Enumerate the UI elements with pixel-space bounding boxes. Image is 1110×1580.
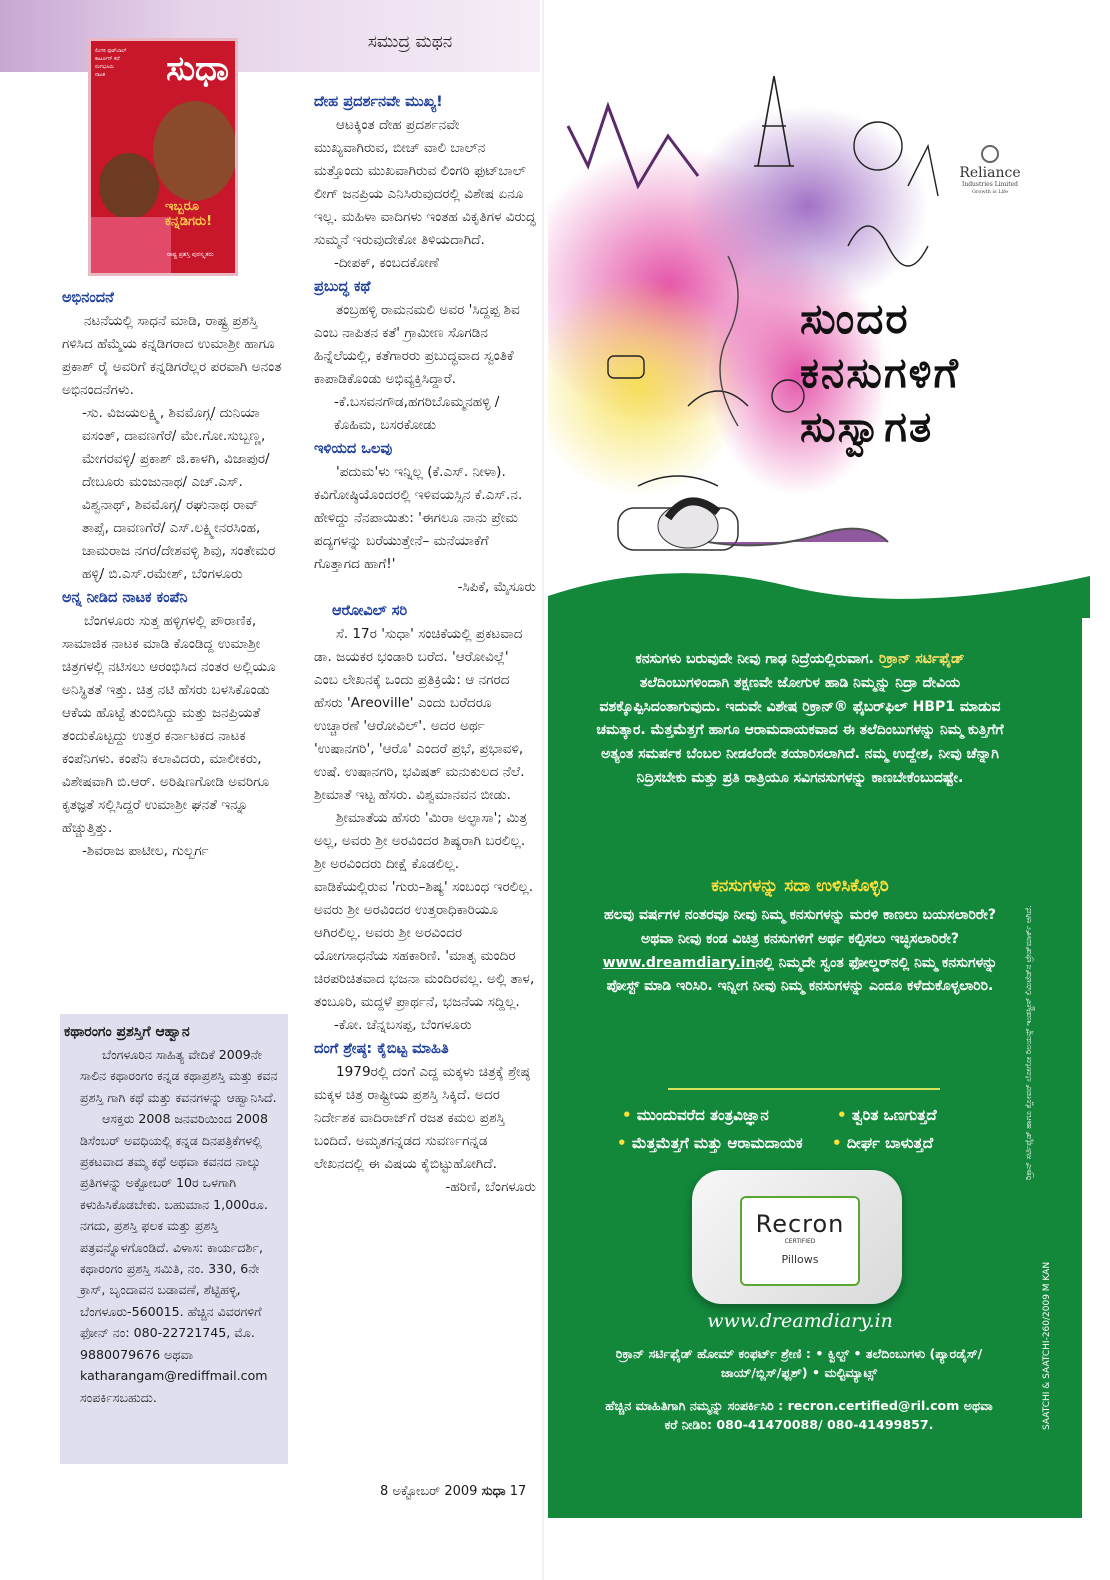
reliance-subtitle: Industries Limited — [961, 181, 1019, 188]
notice-title: ಕಥಾರಂಗಂ ಪ್ರಶಸ್ತಿಗೆ ಆಹ್ವಾನ — [64, 1024, 190, 1040]
feature-item: • ತ್ವರಿತ ಒಣಗುತ್ತದೆ — [837, 1106, 937, 1124]
letter-signature: -ಶಿವರಾಜ ಪಾಟೀಲ, ಗುಲ್ಬರ್ಗ — [82, 843, 209, 859]
reliance-wordmark: Reliance — [959, 165, 1021, 181]
letter-heading: ಅಭಿನಂದನೆ — [62, 290, 114, 306]
letter-body: ಬೆಂಗಳೂರು ಸುತ್ತ ಹಳ್ಳಿಗಳಲ್ಲಿ ಪೌರಾಣಿಕ, ಸಾಮಾಜಿಕ ನಾಟಕ ಮಾಡಿ ಕೊಂಡಿದ್ದ ಉಮಾಶ್ರೀ ಚಿತ್ರಗಳಲ್ಲಿ ನಟಿಸಲು ಆರಂಭಿಸಿದ ನಂತರ ಅಲ್ಲಿಯೂ ಅನಿಸ್ಥಿತತೆ ಇತ್ತು. ಚಿತ್ರ ನಟಿ ಹೆಸರು ಬಳಸಿಕೊಂಡು ಆಕೆಯ ಹೊಟ್ಟೆ ತುಂಬಿಸಿದ್ದು ಮತ್ತು ಜನಪ್ರಿಯತೆ ತಂದುಕೊಟ್ಟದ್ದು ಉತ್ತರ ಕರ್ನಾಟಕದ ನಾಟಕ ಕಂಪೆನಿಗಳು. ಕಂಪೆನಿ ಕಲಾವಿದರು, ಮಾಲೀಕರು, ವಿಶೇಷವಾಗಿ ಬಿ.ಆರ್. ಅರಿಷಿಣಗೋಡಿ ಅವರಿಗೂ ಕೃತಜ್ಞತೆ ಸಲ್ಲಿಸಿದ್ದರೆ ಉಮಾಶ್ರೀ ಘನತೆ ಇನ್ನೂ ಹೆಚ್ಚುತ್ತಿತ್ತು. — [62, 613, 276, 836]
reliance-tagline: Growth is Life — [972, 189, 1008, 195]
cover-shirt — [91, 217, 171, 276]
cover-caption: ಇಬ್ಬರೂ ಕನ್ನಡಿಗರು! — [165, 199, 212, 229]
cover-portrait-man — [99, 153, 159, 219]
ad-brand-mention: ರಿಕ್ರಾನ್ ಸರ್ಟಿಫೈಡ್ — [878, 651, 965, 667]
letter-signature: -ಸಿಪಿಕೆ, ಮೈಸೂರು — [457, 579, 536, 595]
feature-item: • ದೀರ್ಘ ಬಾಳುತ್ತದೆ — [832, 1134, 934, 1152]
recron-certified: CERTIFIED — [784, 1238, 816, 1245]
letters-column-right — [314, 90, 536, 1199]
ad-agency-code: SAATCHI & SAATCHI-260/2009 M KAN — [1042, 1261, 1052, 1430]
recron-product-type: Pillows — [781, 1253, 819, 1266]
recron-wordmark: Recron — [755, 1210, 845, 1238]
letter-body: ಆಟಕ್ಕಿಂತ ದೇಹ ಪ್ರದರ್ಶನವೇ ಮುಖ್ಯವಾಗಿರುವ, ಬೀಚ್ ವಾಲಿ ಬಾಲ್‌ನ ಮತ್ತೊಂದು ಮುಖವಾಗಿರುವ ಲಿಂಗರಿ ಫುಟ್‌ಬಾಲ್ ಲೀಗ್ ಜನಪ್ರಿಯ ಎನಿಸಿರುವುದರಲ್ಲಿ ವಿಶೇಷ ಏನೂ ಇಲ್ಲ. ಮಹಿಳಾ ವಾದಿಗಳು ಇಂತಹ ವಿಕೃತಿಗಳ ವಿರುದ್ಧ ಸುಮ್ಮನೆ ಇರುವುದೇಕೋ ತಿಳಿಯದಾಗಿದೆ. — [314, 117, 536, 248]
ad-product-range: ರಿಕ್ರಾನ್ ಸರ್ಟಿಫೈಡ್ ಹೋಮ್ ಕಂಫರ್ಟ್ ಶ್ರೇಣಿ : • ಕ್ವಿಲ್ಟ್ • ತಲೆದಿಂಬುಗಳು (ಪ್ಯಾರಡೈಸ್/ಜಾಯ್/ಬ್ಲಿಸ್/ಫ್ಲಶ್) • ಮಲ್ಟಿಮ್ಯಾಟ್ಸ್ — [615, 1346, 983, 1380]
folio-magazine: ಸುಧಾ — [481, 1484, 506, 1499]
letter-signature: -ಕೋ. ಚೆನ್ನಬಸಪ್ಪ, ಬೆಂಗಳೂರು — [334, 1017, 472, 1033]
grass-edge — [548, 573, 1090, 618]
letters-column-left — [62, 286, 286, 863]
letter-body: ಸೆ. 17ರ 'ಸುಧಾ' ಸಂಚಿಕೆಯಲ್ಲಿ ಪ್ರಕಟವಾದ ಡಾ. ಜಯಕರ ಭಂಡಾರಿ ಬರೆದ. 'ಆರೋವಿಲ್ಲೆ' ಎಂಬ ಲೇಖನಕ್ಕೆ ಒಂದು ಪ್ರತಿಕ್ರಿಯೆ: ಆ ನಗರದ ಹೆಸರು 'Areoville' ಎಂದು ಬರೆದರೂ ಉಚ್ಚಾರಣೆ 'ಆರೋವಿಲ್'. ಅದರ ಅರ್ಥ 'ಉಷಾನಗರಿ', 'ಆರೊ' ಎಂದರೆ ಪ್ರಭೆ, ಪ್ರಭಾವಳಿ, ಉಷೆ. ಉಷಾನಗರಿ, ಭವಿಷತ್ ಮನುಕುಲದ ನೆಲೆ. ಶ್ರೀಮಾತೆ ಇಟ್ಟ ಹೆಸರು. ವಿಶ್ವಮಾನವನ ಬೀಡು. — [314, 626, 525, 803]
reliance-logo — [950, 145, 1030, 195]
ad-divider — [668, 1088, 940, 1090]
feature-item: • ಮುಂದುವರೆದ ತಂತ್ರವಿಜ್ಞಾನ — [622, 1106, 769, 1124]
letter-signature: -ಕೆ.ಬಸವನಗೌಡ,ಹಗರಿಬೊಮ್ಮನಹಳ್ಳಿ /ಕೊಹಿಮ, ಬಸರಕೋಡು — [334, 394, 500, 433]
page-gutter — [542, 0, 544, 1580]
letter-body: ನಟನೆಯಲ್ಲಿ ಸಾಧನೆ ಮಾಡಿ, ರಾಷ್ಟ್ರ ಪ್ರಶಸ್ತಿ ಗಳಿಸಿದ ಹೆಮ್ಮೆಯ ಕನ್ನಡಿಗರಾದ ಉಮಾಶ್ರೀ ಹಾಗೂ ಪ್ರಕಾಶ್ ರೈ ಅವರಿಗೆ ಕನ್ನಡಿಗರೆಲ್ಲರ ಪರವಾಗಿ ಅನಂತ ಅಭಿನಂದನೆಗಳು. — [62, 313, 282, 398]
ad-subheading: ಕನಸುಗಳನ್ನು ಸದಾ ಉಳಿಸಿಕೊಳ್ಳಿರಿ — [711, 876, 889, 896]
letter-heading: ಪ್ರಬುದ್ಧ ಕಥೆ — [314, 279, 371, 295]
ad-body-copy: ಕನಸುಗಳು ಬರುವುದೇ ನೀವು ಗಾಢ ನಿದ್ರೆಯಲ್ಲಿರುವಾಗ. ರಿಕ್ರಾನ್ ಸರ್ಟಿಫೈಡ್ ತಲೆದಿಂಬುಗಳಿಂದಾಗಿ ತಕ್ಷಣವೇ ಜೋಗುಳ ಹಾಡಿ ನಿಮ್ಮನ್ನು ನಿದ್ರಾ ದೇವಿಯ ವಶಕ್ಕೊಪ್ಪಿಸಿದಂತಾಗುವುದು. ಇದುವೇ ವಿಶೇಷ ರಿಕ್ರಾನ್® ಫೈಬರ್‌ಫಿಲ್ HBP1 ಮಾಡುವ ಚಮತ್ಕಾರ. ಮೆತ್ತಮೆತ್ತಗೆ ಹಾಗೂ ಆರಾಮದಾಯಕವಾದ ಈ ತಲೆದಿಂಬುಗಳನ್ನು ನಿಮ್ಮ ಕುತ್ತಿಗೆಗೆ ಅತ್ಯಂತ ಸಮರ್ಪಕ ಬೆಂಬಲ ನೀಡಲೆಂದೇ ತಯಾರಿಸಲಾಗಿದೆ. ನಮ್ಮ ಉದ್ದೇಶ, ನೀವು ಚೆನ್ನಾಗಿ ನಿದ್ರಿಸಬೇಕು ಮತ್ತು ಪ್ರತಿ ರಾತ್ರಿಯೂ ಸವಿಗನಸುಗಳನ್ನು ಕಾಣಬೇಕೆಂಬುದಷ್ಟೇ. — [596, 651, 1004, 786]
section-title: ಸಮುದ್ರ ಮಥನ — [367, 32, 453, 52]
ad-body-copy-2: ಹಲವು ವರ್ಷಗಳ ನಂತರವೂ ನೀವು ನಿಮ್ಮ ಕನಸುಗಳನ್ನು ಮರಳಿ ಕಾಣಲು ಬಯಸಲಾರಿರೇ? ಅಥವಾ ನೀವು ಕಂಡ ವಿಚಿತ್ರ ಕನಸುಗಳಿಗೆ ಅರ್ಥ ಕಲ್ಪಿಸಲು ಇಚ್ಛಿಸಲಾರಿರೇ? www.dreamdiary.inನಲ್ಲಿ ನಿಮ್ಮದೇ ಸ್ವಂತ ಫೋಲ್ಡರ್‌ನಲ್ಲಿ ನಿಮ್ಮ ಕನಸುಗಳನ್ನು ಪೋಸ್ಟ್ ಮಾಡಿ ಇರಿಸಿರಿ. ಇನ್ನೀಗ ನೀವು ನಿಮ್ಮ ಕನಸುಗಳನ್ನು ಎಂದೂ ಕಳೆದುಕೊಳ್ಳಲಾರಿರಿ. — [602, 907, 998, 995]
ad-contact-info: ಹೆಚ್ಚಿನ ಮಾಹಿತಿಗಾಗಿ ನಮ್ಮನ್ನು ಸಂಪರ್ಕಿಸಿರಿ : recron.certified@ril.com ಅಥವಾ ಕರೆ ನೀಡಿರಿ: 080-41470088/ 080-41499857. — [605, 1398, 993, 1432]
letter-signature: -ದೀಪಕ್, ಕಂಬದಕೋಣೆ — [334, 255, 439, 271]
notice-body: ಆಸಕ್ತರು 2008 ಜನವರಿಯಿಂದ 2008 ಡಿಸೆಂಬರ್ ಅವಧಿಯಲ್ಲಿ ಕನ್ನಡ ದಿನಪತ್ರಿಕೆಗಳಲ್ಲಿ ಪ್ರಕಟವಾದ ತಮ್ಮ ಕಥೆ ಅಥವಾ ಕವನದ ನಾಲ್ಕು ಪ್ರತಿಗಳನ್ನು ಅಕ್ಟೋಬರ್ 10ರ ಒಳಗಾಗಿ ಕಳುಹಿಸಿಕೊಡಬೇಕು. ಬಹುಮಾನ 1,000ರೂ. ನಗದು, ಪ್ರಶಸ್ತಿ ಫಲಕ ಮತ್ತು ಪ್ರಶಸ್ತಿ ಪತ್ರವನ್ನೊಳಗೊಂಡಿದೆ. ವಿಳಾಸ: ಕಾರ್ಯದರ್ಶಿ, ಕಥಾರಂಗಂ ಪ್ರಶಸ್ತಿ ಸಮಿತಿ, ನಂ. 330, 6ನೇ ಕ್ರಾಸ್, ಬೃಂದಾವನ ಬಡಾವಣೆ, ಶೆಟ್ಟಿಹಳ್ಳಿ, ಬೆಂಗಳೂರು-560015. ಹೆಚ್ಚಿನ ವಿವರಗಳಿಗೆ ಫೋನ್ ನಂ: 080-22721745, ಮೊ. 9880079676 ಅಥವಾ katharangam@rediffmail.com ಸಂಪರ್ಕಿಸಬಹುದು. — [80, 1111, 268, 1405]
ad-website-link[interactable]: www.dreamdiary.in — [602, 954, 756, 971]
letter-heading: ಇಳಿಯದ ಒಲವು — [314, 441, 393, 457]
katharangam-notice-box — [60, 1014, 288, 1464]
letter-heading: ಅನ್ನ ನೀಡಿದ ನಾಟಕ ಕಂಪೆನಿ — [62, 590, 188, 606]
feature-item: • ಮೆತ್ತಮೆತ್ತಗೆ ಮತ್ತು ಆರಾಮದಾಯಕ — [617, 1134, 803, 1152]
letter-body: ಶ್ರೀಮಾತೆಯ ಹೆಸರು 'ಮಿರಾ ಅಲ್ಫಾಸಾ'; ಮಿತ್ರ ಅಲ್ಲ, ಅವರು ಶ್ರೀ ಅರವಿಂದರ ಶಿಷ್ಯರಾಗಿ ಬರಲಿಲ್ಲ. ಶ್ರೀ ಅರವಿಂದರು ದೀಕ್ಷೆ ಕೊಡಲಿಲ್ಲ. ವಾಡಿಕೆಯಲ್ಲಿರುವ 'ಗುರು–ಶಿಷ್ಯ' ಸಂಬಂಧ ಇರಲಿಲ್ಲ. ಅವರು ಶ್ರೀ ಅರವಿಂದರ ಉತ್ತರಾಧಿಕಾರಿಯೂ ಆಗಿರಲಿಲ್ಲ. ಅವರು ಶ್ರೀ ಅರವಿಂದರ ಯೋಗಸಾಧನೆಯ ಸಹಕಾರಿಣಿ. 'ಮಾತೃ ಮಂದಿರ ಚಿರಪರಿಚಿತವಾದ ಭಜನಾ ಮಂದಿರವಲ್ಲ. ಅಲ್ಲಿ ತಾಳ, ತಂಬೂರಿ, ಮದ್ದಳೆ ಪ್ರಾರ್ಥನೆ, ಭಜನೆಯ ಸದ್ದಿಲ್ಲ. — [314, 810, 535, 1010]
folio-page-number: 17 — [509, 1484, 527, 1499]
notice-body: ಬೆಂಗಳೂರಿನ ಸಾಹಿತ್ಯ ವೇದಿಕೆ 2009ನೇ ಸಾಲಿನ ಕಥಾರಂಗಂ ಕನ್ನಡ ಕಥಾಪ್ರಶಸ್ತಿ ಮತ್ತು ಕವನ ಪ್ರಶಸ್ತಿ ಗಾಗಿ ಕಥೆ ಮತ್ತು ಕವನಗಳನ್ನು ಆಹ್ವಾನಿಸಿದೆ. — [80, 1047, 278, 1105]
letter-heading: ದಂಗೆ ಶ್ರೇಷ್ಠ: ಕೈಬಿಟ್ಟ ಮಾಹಿತಿ — [314, 1041, 449, 1057]
cover-portrait-woman — [153, 101, 237, 201]
cover-subcaption: ರಾಷ್ಟ್ರ ಪ್ರಶಸ್ತಿ ಪುರಸ್ಕೃತರು — [167, 251, 214, 258]
letter-heading: ದೇಹ ಪ್ರದರ್ಶನವೇ ಮುಖ್ಯ! — [314, 94, 443, 110]
letter-signature: -ಸು. ವಿಜಯಲಕ್ಷ್ಮಿ, ಶಿವಮೊಗ್ಗ/ ದುನಿಯಾ ವಸಂತ್, ದಾವಣಗೆರೆ/ ಮೇ.ಗೋ.ಸುಬ್ಬಣ್ಣ, ಮೇಗರವಳ್ಳಿ/ ಪ್ರಕಾಶ್ ಜಿ.ಕಾಳಗಿ, ವಿಜಾಪುರ/ ದೇಬೂರು ಮಂಜುನಾಥ/ ಎಚ್.ಎಸ್. ವಿಶ್ವನಾಥ್, ಶಿವಮೊಗ್ಗ/ ರಘುನಾಥ ರಾವ್ ತಾಪ್ಸೆ, ದಾವಣಗೆರೆ/ ಎಸ್.ಲಕ್ಷ್ಮೀನರಸಿಂಹ, ಚಾಮರಾಜ ನಗರ/ದೇಶವಳ್ಳಿ ಶಿವು, ಸಂತೇಮರ ಹಳ್ಳಿ/ ಬಿ.ಎಸ್.ರಮೇಶ್, ಬೆಂಗಳೂರು — [82, 405, 276, 582]
letter-body: 'ಪದುಮ'ಳು ಇನ್ನಿಲ್ಲ (ಕೆ.ಎಸ್. ನೀಳಾ). ಕವಿಗೋಷ್ಠಿಯೊಂದರಲ್ಲಿ ಇಳಿವಯಸ್ಸಿನ ಕೆ.ಎಸ್.ನ. ಹೇಳಿದ್ದು ನೆನಪಾಯಿತು: 'ಈಗಲೂ ನಾನು ಪ್ರೇಮ ಪದ್ಯಗಳನ್ನು ಬರೆಯುತ್ತೇನೆ– ಮನೆಯಾಕೆಗೆ ಗೊತ್ತಾಗದ ಹಾಗೆ!' — [314, 464, 523, 572]
ad-trademark-note: ರಿಕ್ರಾನ್ ಸರ್ಟಿಫೈಡ್ ಹಾಗೂ ಕ್ಲೋವರ್ ಲೋಗೋ ರಿಲಯನ್ಸ್ ಇಂಡಸ್ಟ್ರೀಸ್ ಲಿಮಿಟೆಡ್‌ನ ಟ್ರೇಡ್‌ಮಾರ್ಕ್ ಆಗಿದೆ. — [1024, 905, 1033, 1180]
cover-toc: ಲಿಂಗರಿ ಫುಟ್‌ಬಾಲ್ ಕಾರ್ಟೂನ್ ಕಥೆ ರಂಗಭೂಮಿ ನಾಟಕ — [95, 48, 127, 78]
letter-body: ತಂಬ್ರಹಳ್ಳಿ ರಾಮನಮಲಿ ಅವರ 'ಸಿದ್ದಪ್ಪ ಶಿವ ಎಂಬ ನಾಪಿತನ ಕತೆ' ಗ್ರಾಮೀಣ ಸೊಗಡಿನ ಹಿನ್ನೆಲೆಯಲ್ಲಿ, ಕತೆಗಾರರು ಪ್ರಬುದ್ಧವಾದ ಸ್ವಂತಿಕೆ ಕಾಪಾಡಿಕೊಂಡು ಅಭಿವ್ಯಕ್ತಿಸಿದ್ದಾರೆ. — [314, 302, 520, 387]
ad-site-url[interactable]: www.dreamdiary.in — [707, 1310, 893, 1332]
letter-body: 1979ರಲ್ಲಿ ದಂಗೆ ಎದ್ದ ಮಕ್ಕಳು ಚಿತ್ರಕ್ಕೆ ಶ್ರೇಷ್ಠ ಮಕ್ಕಳ ಚಿತ್ರ ರಾಷ್ಟ್ರೀಯ ಪ್ರಶಸ್ತಿ ಸಿಕ್ಕಿದೆ. ಅದರ ನಿರ್ದೇಶಕ ವಾದಿರಾಜ್‌ಗೆ ರಜತ ಕಮಲ ಪ್ರಶಸ್ತಿ ಬಂದಿದೆ. ಅಮೃತಗನ್ನಡದ ಸುವರ್ಣಗನ್ನಡ ಲೇಖನದಲ್ಲಿ ಈ ವಿಷಯ ಕೈಬಿಟ್ಟುಹೋಗಿದೆ. — [314, 1064, 530, 1172]
letter-signature: -ಹರಿಣಿ, ಬೆಂಗಳೂರು — [445, 1179, 536, 1195]
magazine-cover-image — [88, 38, 238, 276]
recron-label — [740, 1196, 860, 1286]
letter-heading: ಆರೋವಿಲ್ ಸರಿ — [332, 603, 408, 619]
sleeping-girl — [618, 501, 888, 550]
cover-logo: ಸುಧಾ — [166, 49, 229, 89]
folio-date: 8 ಅಕ್ಟೋಬರ್ 2009 — [380, 1484, 478, 1499]
ad-headline: ಸುಂದರ ಕನಸುಗಳಿಗೆ ಸುಸ್ವಾಗತ — [800, 294, 960, 451]
reliance-mark-icon — [981, 145, 999, 163]
page-folio — [380, 1484, 540, 1499]
